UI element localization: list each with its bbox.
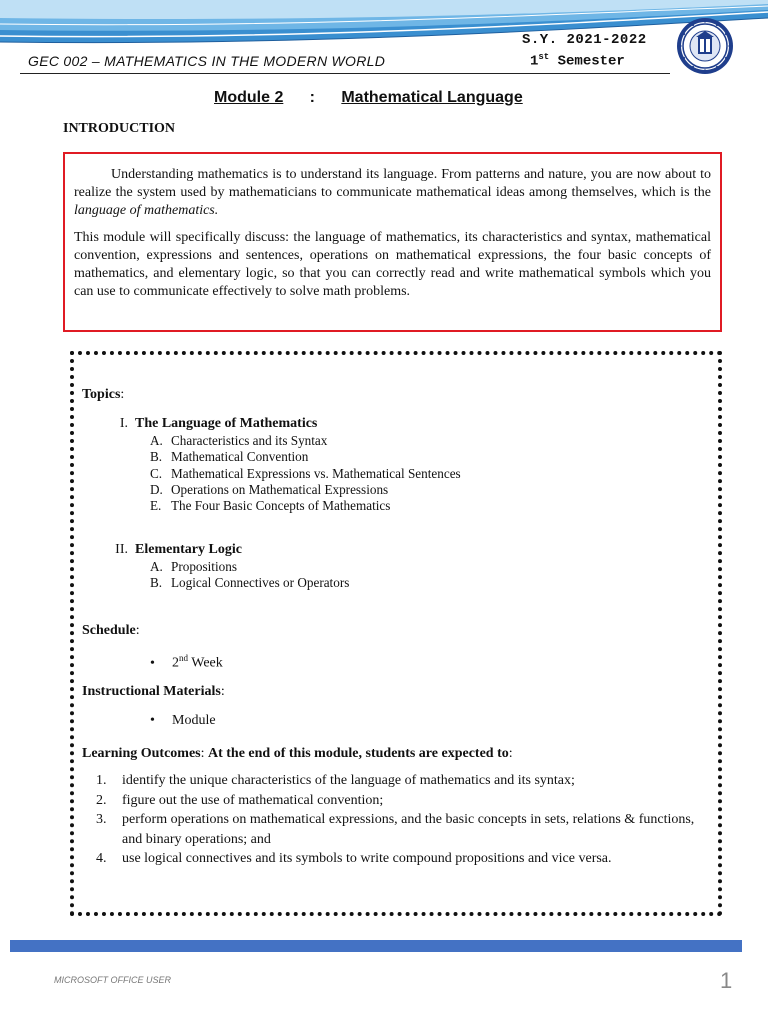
module-name: Mathematical Language xyxy=(341,89,523,106)
schedule-item: • 2nd Week xyxy=(150,653,223,671)
introduction-heading: INTRODUCTION xyxy=(63,121,176,136)
list-item: A. Characteristics and its Syntax xyxy=(150,433,328,448)
topic-section-2: II. Elementary Logic xyxy=(115,542,242,557)
introduction-box xyxy=(63,152,722,332)
introduction-paragraph-1: Understanding mathematics is to understand its language. From patterns and nature, you are now about to realize the system used by mathematicians to communicate mathematical ideas among themselves, which is the language of mathematics. xyxy=(74,167,711,218)
list-item: B. Logical Connectives or Operators xyxy=(150,575,350,591)
university-seal-icon xyxy=(676,17,734,75)
list-item: E. The Four Basic Concepts of Mathematics xyxy=(150,498,391,514)
list-item: A. Propositions xyxy=(150,559,237,574)
course-title: GEC 002 – MATHEMATICS IN THE MODERN WORLD xyxy=(28,53,386,69)
outcomes-list xyxy=(96,771,706,869)
module-separator: : xyxy=(309,89,315,106)
module-label: Module 2 xyxy=(214,89,284,106)
materials-heading: Instructional Materials: xyxy=(82,684,225,699)
list-item: C. Mathematical Expressions vs. Mathematical Sentences xyxy=(150,465,461,481)
topic-section-1: I. The Language of Mathematics xyxy=(119,416,318,431)
topic-section-2-list xyxy=(150,559,349,592)
header-divider xyxy=(20,73,670,74)
topic-section-1-list xyxy=(150,433,461,514)
list-item: 4. use logical connectives and its symbols to write compound propositions and vice versa. xyxy=(96,851,612,866)
list-item: 2. figure out the use of mathematical convention; xyxy=(96,792,384,808)
module-title xyxy=(214,89,523,107)
list-item: B. Mathematical Convention xyxy=(150,449,309,465)
outcomes-heading: Learning Outcomes: At the end of this module, students are expected to: xyxy=(82,746,513,761)
semester: 1st Semester xyxy=(530,52,625,70)
materials-item: • Module xyxy=(150,713,216,728)
topics-heading: Topics: xyxy=(82,387,125,402)
school-year: S.Y. 2021-2022 xyxy=(522,32,647,48)
list-item: 1. identify the unique characteristics of the language of mathematics and its syntax; xyxy=(96,773,575,788)
footer-bar xyxy=(10,940,742,952)
introduction-paragraph-2: This module will specifically discuss: the language of mathematics, its characteristics and syntax, mathematical convention, expressions and sentences, operations on mathematical expressions, the four basic concepts of mathematics, and elementary logic, so that you can correctly read and write mathematical symbols which you can use to communicate effectively to solve math problems. xyxy=(74,230,711,299)
list-item: 3. perform operations on mathematical expressions, and the basic concepts in sets, relations & functions, and binary operations; and xyxy=(96,812,695,847)
footer-author: MICROSOFT OFFICE USER xyxy=(54,975,171,985)
list-item: D. Operations on Mathematical Expressions xyxy=(150,481,389,497)
schedule-heading: Schedule: xyxy=(82,623,140,638)
header-wave-decoration xyxy=(0,0,768,60)
page-number: 1 xyxy=(720,968,733,993)
